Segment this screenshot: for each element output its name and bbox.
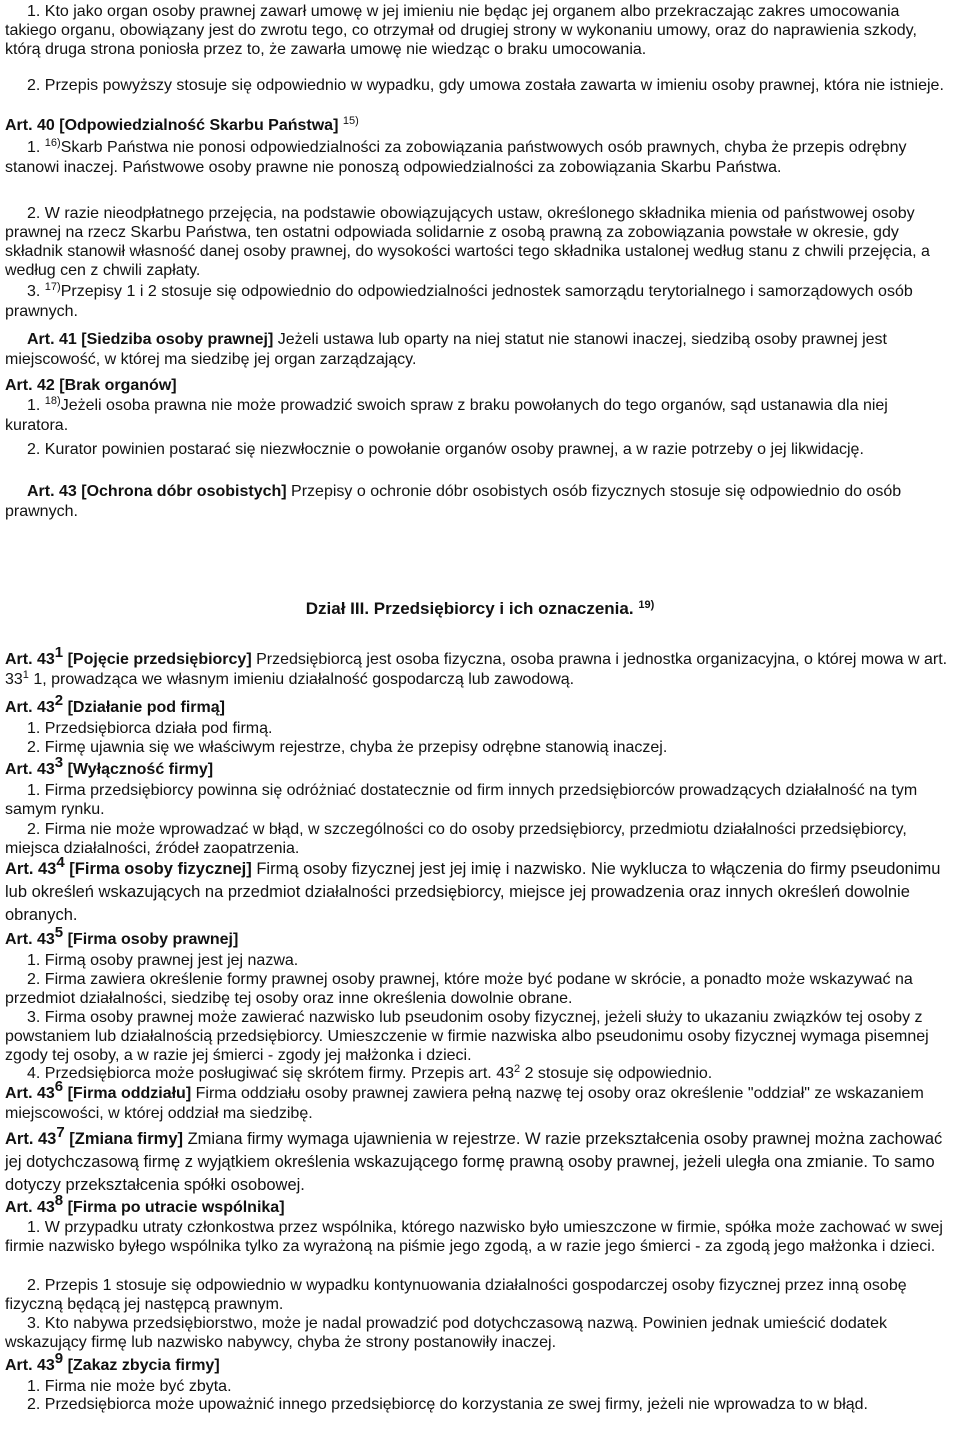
paragraph [5,854,953,927]
paragraph [5,1124,953,1197]
paragraph-text: Przepisy o ochronie dóbr osobistych osób fizycznych stosuje się odpowiednio do osób prawnych. [5,483,902,520]
article-title: Art. 42 [Brak organów] [5,377,177,394]
article-title: [Pojęcie przedsiębiorcy] [67,651,252,668]
article-title: Art. 40 [Odpowiedzialność Skarbu Państwa] [5,117,339,134]
paragraph-text: 2. Przedsiębiorca może upoważnić innego przedsiębiorcę do korzystania ze swej firmy, jeżeli nie wprowadza to w błąd. [27,1396,868,1413]
article-number: Art. 43 [5,1199,55,1216]
article-superscript: 8 [54,1192,64,1209]
paragraph-text: 2. W razie nieodpłatnego przejęcia, na podstawie obowiązujących ustaw, określonego składnika mienia od państwowej osoby prawnej na rzecz Skarbu Państwa, ten ostatni odpowiada solidarnie z osobą prawną za zobowiązania powstałe w okresie, gdy składnik stanowił własność danej osoby prawnej, do wysokości wartości tego składnika ustalonej według stanu z chwili przejęcia, a według cen z chwili zapłaty. [5,205,930,279]
paragraph [5,330,953,370]
paragraph-text: 2. Firma zawiera określenie formy prawnej osoby prawnej, które może być podane w skrócie, a ponadto może wskazywać na przedmiot działalności, siedzibę tej osoby oraz inne określenia dowolnie obrane. [5,971,913,1007]
paragraph-text: 1. Kto jako organ osoby prawnej zawarł umowę w jej imieniu nie będąc jej organem albo przekraczając zakres umocowania takiego organu, obowiązany jest do zwrotu tego, co otrzymał od drugiej strony w wykonaniu umowy, oraz do naprawienia szkody, którą druga strona poniosła przez to, że zawarła umowę nie wiedząc o braku umocowania. [5,3,917,58]
paragraph [5,738,953,757]
paragraph [5,1064,953,1083]
article-number: Art. 43 [5,761,55,778]
paragraph-text: 2 stosuje się odpowiednio. [520,1065,713,1082]
article-superscript: 3 [54,754,64,771]
article-superscript: 1 [54,644,64,661]
paragraph-text: Firmą osoby fizycznej jest jej imię i nazwisko. Nie wyklucza to włączenia do firmy pseudonimu lub określeń wskazujących na przedmiot działalności przedsiębiorcy, miejsce jej prowadzenia oraz innych określeń dowolnie obranych. [5,860,941,924]
paragraph-text: 2. Kurator powinien postarać się niezwłocznie o powołanie organów osoby prawnej, a w razie potrzeby o jej likwidację. [27,441,864,458]
article-title: [Firma osoby fizycznej] [69,860,252,878]
article-superscript: 2 [54,692,64,709]
article-title: [Firma osoby prawnej] [67,931,239,948]
footnote-marker: 19) [638,599,655,611]
article-number: Art. 43 [5,699,55,716]
section-title: Dział III. Przedsiębiorcy i ich oznaczenia. [305,599,634,618]
paragraph [5,1218,953,1256]
footnote-marker: 17) [44,281,61,293]
article-superscript: 1 [22,669,29,681]
paragraph [5,440,953,459]
paragraph [5,1078,953,1124]
article-title: [Wyłączność firmy] [67,761,214,778]
article-superscript: 7 [56,1124,65,1141]
article-number: Art. 43 [5,1357,55,1374]
article-superscript: 5 [54,924,64,941]
paragraph-text: 2. Firmę ujawnia się we właściwym rejestrze, chyba że przepisy odrębne stanowią inaczej. [27,739,668,756]
article-heading [5,754,953,779]
paragraph [5,820,953,858]
footnote-marker: 15) [342,115,359,127]
paragraph-text: 3. Firma osoby prawnej może zawierać nazwisko lub pseudonim osoby fizycznej, jeżeli służy to ukazaniu związków tej osoby z powstaniem lub działalnością przedsiębiorcy. Umieszczenie w firmie nazwiska albo pseudonimu osoby fizycznej wymaga pisemnej zgody tej osoby, a w razie jej śmierci - zgody jej małżonka i dzieci. [5,1009,929,1064]
article-title: [Firma oddziału] [67,1085,192,1102]
article-heading [5,116,953,135]
paragraph-text: Zmiana firmy wymaga ujawnienia w rejestrze. W razie przekształcenia osoby prawnej można zachować jej dotychczasową firmę z wyjątkiem określenia wskazującego formę prawną osoby prawnej, jeżeli uległa ona zmianie. To samo dotyczy przekształcenia spółki osobowej. [5,1130,943,1194]
article-heading [5,924,953,949]
paragraph-text: 1. Firmą osoby prawnej jest jej nazwa. [27,952,299,969]
paragraph [5,644,953,690]
article-superscript: 6 [54,1078,64,1095]
paragraph [5,138,953,178]
paragraph-number: 1. [27,139,41,156]
paragraph [5,482,953,522]
paragraph-text: 1, prowadząca we własnym imieniu działalność gospodarczą lub zawodową. [28,671,575,688]
paragraph [5,951,953,970]
article-title: [Działanie pod firmą] [67,699,225,716]
article-title: Art. 41 [Siedziba osoby prawnej] [27,331,274,348]
article-title: [Firma po utracie wspólnika] [67,1199,285,1216]
article-superscript: 2 [514,1063,521,1075]
paragraph-text: 2. Przepis 1 stosuje się odpowiednio w wypadku kontynuowania działalności gospodarczej osoby fizycznej przez inną osobę fizyczną będącą jej następcą prawnym. [5,1277,907,1313]
paragraph-text: 4. Przedsiębiorca może posługiwać się skrótem firmy. Przepis art. 43 [27,1065,514,1082]
paragraph [5,781,953,819]
article-title: [Zakaz zbycia firmy] [67,1357,220,1374]
paragraph [5,204,953,280]
article-number: Art. 43 [5,931,55,948]
article-heading [5,692,953,717]
paragraph-text: Jeżeli osoba prawna nie może prowadzić swoich spraw z braku powołanych do tego organów, sąd ustanawia dla niej kuratora. [5,397,888,434]
paragraph-text: Przedsiębiorcą jest osoba fizyczna, osoba prawna i jednostka organizacyjna, o której mowa w art. 33 [5,651,948,688]
article-heading [5,1192,953,1217]
paragraph [5,396,953,436]
paragraph-text: Skarb Państwa nie ponosi odpowiedzialności za zobowiązania państwowych osób prawnych, chyba że przepis odrębny stanowi inaczej. Państwowe osoby prawne nie ponoszą odpowiedzialności za zobowiązania Skarbu Państwa. [5,139,907,176]
article-heading [5,1350,953,1375]
paragraph-text: Jeżeli ustawa lub oparty na niej statut nie stanowi inaczej, siedzibą osoby prawnej jest miejscowość, w której ma siedzibę jej organ zarządzający. [5,331,887,368]
footnote-marker: 18) [44,395,61,407]
paragraph [5,1377,953,1396]
article-superscript: 9 [54,1350,64,1367]
footnote-marker: 16) [44,137,61,149]
article-number: Art. 43 [5,651,55,668]
paragraph-text: 2. Firma nie może wprowadzać w błąd, w szczególności co do osoby przedsiębiorcy, przedmiotu działalności przedsiębiorcy, miejsca działalności, źródeł zaopatrzenia. [5,821,907,857]
paragraph [5,1395,953,1414]
paragraph-text: 1. Firma nie może być zbyta. [27,1378,232,1395]
paragraph [5,282,953,322]
paragraph [5,719,953,738]
article-number: Art. 43 [5,1085,55,1102]
paragraph-text: 2. Przepis powyższy stosuje się odpowiednio w wypadku, gdy umowa została zawarta w imieniu osoby prawnej, która nie istnieje. [27,77,944,94]
paragraph-text: 1. W przypadku utraty członkostwa przez wspólnika, którego nazwisko było umieszczone w firmie, spółka może zachować w swej firmie nazwisko byłego wspólnika tylko za wyrażoną na piśmie jego zgodą, a w razie jego śmierci - za zgodą jego małżonka i dzieci. [5,1219,943,1255]
article-title: Art. 43 [Ochrona dóbr osobistych] [27,483,287,500]
article-superscript: 4 [56,854,65,871]
paragraph [5,970,953,1008]
paragraph [5,1008,953,1065]
article-number: Art. 43 [5,1130,57,1148]
article-number: Art. 43 [5,860,57,878]
paragraph-text: 3. Kto nabywa przedsiębiorstwo, może je nadal prowadzić pod dotychczasową nazwą. Powinien jednak umieścić dodatek wskazujący firmę lub nazwisko nabywcy, chyba że strony postanowiły inaczej. [5,1315,888,1351]
paragraph [5,2,953,59]
paragraph-number: 1. [27,397,41,414]
paragraph-number: 3. [27,283,41,300]
article-heading [5,376,953,395]
paragraph-text: Przepisy 1 i 2 stosuje się odpowiednio do odpowiedzialności jednostek samorządu terytorialnego i samorządowych osób prawnych. [5,283,913,320]
paragraph-text: 1. Firma przedsiębiorcy powinna się odróżniać dostatecznie od firm innych przedsiębiorców prowadzących działalność na tym samym rynku. [5,782,918,818]
paragraph-text: Firma oddziału osoby prawnej zawiera pełną nazwę tej osoby oraz określenie "oddział" ze wskazaniem miejscowości, w której oddział ma siedzibę. [5,1085,924,1122]
article-title: [Zmiana firmy] [69,1130,183,1148]
paragraph [5,1276,953,1314]
paragraph-text: 1. Przedsiębiorca działa pod firmą. [27,720,273,737]
paragraph [5,1314,953,1352]
paragraph [5,76,953,95]
section-heading [0,598,960,620]
